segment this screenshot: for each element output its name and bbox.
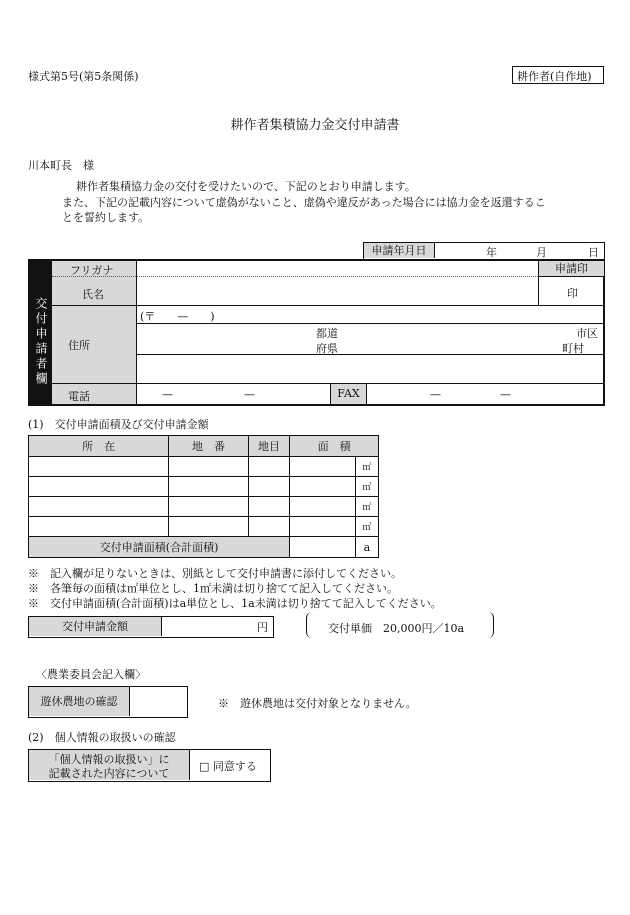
furigana-field[interactable] [136,261,538,276]
section2-heading: (2) 個人情報の取扱いの確認 [28,731,176,744]
category-cell[interactable] [248,457,289,477]
phone-dash-2: — [244,388,255,401]
total-row [29,537,379,558]
committee-check-row [28,686,188,718]
location-cell[interactable] [29,477,169,497]
name-address-divider [52,305,603,306]
lot-cell[interactable] [169,497,249,517]
section1-heading: (1) 交付申請面積及び交付申請金額 [28,418,209,431]
location-cell[interactable] [29,517,169,537]
phone-field[interactable] [136,384,330,404]
page-title: 耕作者集積協力金交付申請書 [230,118,400,133]
form-number: 様式第5号(第5条関係) [28,70,139,83]
lot-cell[interactable] [169,517,249,537]
applicant-section [28,259,605,406]
name-label: 氏名 [82,288,104,301]
area-cell[interactable] [290,477,356,497]
location-cell[interactable] [29,457,169,477]
fax-dash-1: — [430,388,441,401]
intro-line-1: 耕作者集積協力金の交付を受けたいので、下記のとおり申請します。 [76,180,416,193]
col-location: 所 在 [29,436,169,457]
intro-line-2: また、下記の記載内容について虚偽がないこと、虚偽や違反があった場合には協力金を返還するこ [62,196,546,209]
land-table-header [29,436,379,457]
yen-label: 円 [257,621,268,634]
prefecture-label-2: 府県 [316,342,338,355]
applicant-section-label: 交付申請者欄 [34,297,48,387]
note-1: ※ 記入欄が足りないときは、別紙として交付申請書に添付してください。 [28,567,402,580]
category-cell[interactable] [248,497,289,517]
lot-cell[interactable] [169,457,249,477]
table-row [29,477,379,497]
application-date-row [363,242,605,260]
intro-line-3: とを誓約します。 [62,211,150,224]
unit-m2: ㎡ [355,457,378,477]
postal-divider [136,323,603,324]
location-cell[interactable] [29,497,169,517]
unit-price: 交付単価 20,000円／10a [328,622,465,635]
address-line-divider [136,354,603,355]
date-month-label: 月 [536,246,547,259]
category-cell[interactable] [248,517,289,537]
application-date-label: 申請年月日 [364,243,435,258]
prefecture-label-1: 都道 [316,327,338,340]
consent-checkbox[interactable]: □ 同意する [199,760,257,773]
seal-mark: 印 [567,287,578,300]
amount-row [28,616,274,638]
consent-label-line-1: 「個人情報の取扱い」に [48,753,170,766]
table-row [29,457,379,477]
city-label-1: 市区 [576,327,598,340]
amount-field[interactable] [162,617,252,636]
note-3: ※ 交付申請面積(合計面積)はa単位とし、1a未満は切り捨てて記入してください。 [28,597,442,610]
phone-label: 電話 [68,390,90,403]
category-cell[interactable] [248,477,289,497]
unit-a: a [355,537,378,558]
unit-m2: ㎡ [355,477,378,497]
consent-label-line-2: 記載された内容について [48,767,170,780]
col-land-category: 地目 [248,436,289,457]
phone-dash-1: — [162,388,173,401]
consent-label-cell [29,750,190,780]
seal-cell [538,261,604,305]
date-year-label: 年 [486,246,497,259]
date-day-label: 日 [588,246,599,259]
area-cell[interactable] [290,517,356,537]
total-area-label: 交付申請面積(合計面積) [29,537,290,558]
lot-cell[interactable] [169,477,249,497]
col-area: 面 積 [290,436,379,457]
land-table [28,435,379,558]
applicant-side-bar [30,261,52,404]
postal-code-field[interactable]: (〒 — ) [140,310,215,323]
unit-m2: ㎡ [355,517,378,537]
fax-dash-2: — [500,388,511,401]
note-2: ※ 各筆毎の面積は㎡単位とし、1㎡未満は切り捨てて記入してください。 [28,582,398,595]
committee-note: ※ 遊休農地は交付対象となりません。 [218,697,417,710]
col-lot-number: 地 番 [169,436,249,457]
city-label-2: 町村 [562,342,584,355]
applicant-type-badge: 耕作者(自作地) [512,66,604,84]
seal-label: 申請印 [539,261,604,277]
address-label: 住所 [68,339,90,352]
committee-heading: 〈農業委員会記入欄〉 [36,668,146,681]
unit-m2: ㎡ [355,497,378,517]
fallow-check-field[interactable] [130,687,186,716]
area-cell[interactable] [290,497,356,517]
name-field[interactable] [136,277,538,305]
area-cell[interactable] [290,457,356,477]
furigana-label: フリガナ [70,264,114,277]
fax-field[interactable] [366,384,603,404]
addressee: 川本町長 様 [28,159,94,172]
table-row [29,517,379,537]
consent-row [28,749,271,782]
total-area-field[interactable] [290,537,356,558]
amount-label: 交付申請金額 [29,617,162,636]
fax-label: FAX [330,384,367,404]
table-row [29,497,379,517]
fallow-check-label: 遊休農地の確認 [29,687,130,716]
